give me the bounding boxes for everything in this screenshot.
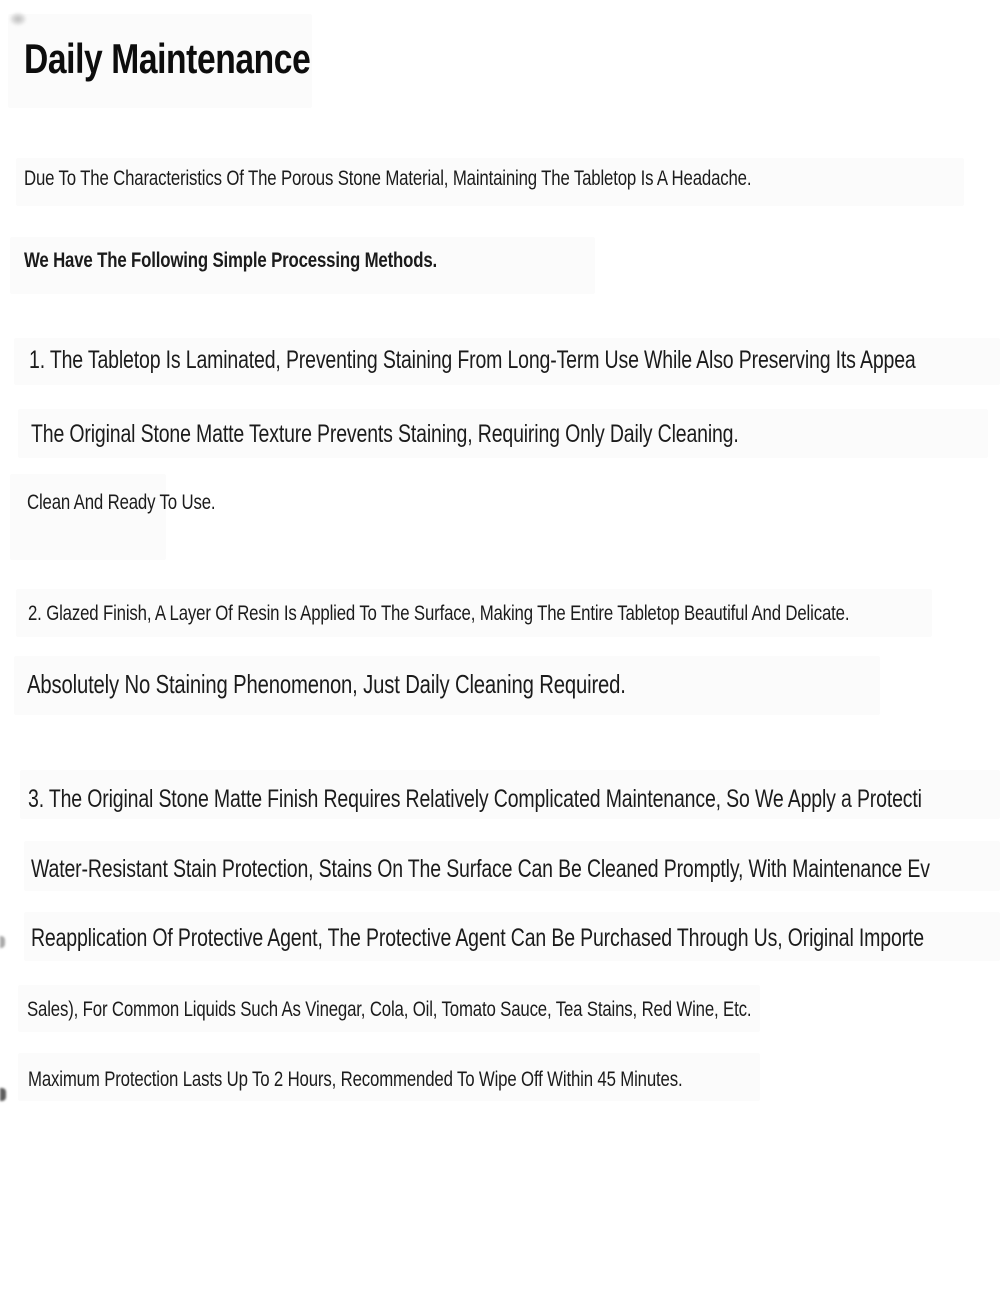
intro-line: Due To The Characteristics Of The Porous Stone Material, Maintaining The Tabletop Is A Headache. bbox=[24, 167, 752, 190]
method-3-detail-line-1: Water-Resistant Stain Protection, Stains On The Surface Can Be Cleaned Promptly, With Maintenance Ev bbox=[31, 855, 930, 883]
method-1-detail-line: The Original Stone Matte Texture Prevents Staining, Requiring Only Daily Cleaning. bbox=[31, 420, 739, 448]
method-3-line: 3. The Original Stone Matte Finish Requires Relatively Complicated Maintenance, So We Apply a Protecti bbox=[28, 785, 922, 813]
edge-artifact-mark bbox=[0, 1088, 6, 1101]
text-highlight-bg bbox=[10, 474, 166, 560]
page-title-text: Daily Maintenance bbox=[24, 35, 311, 82]
method-1-line: 1. The Tabletop Is Laminated, Preventing Staining From Long-Term Use While Also Preserving Its Appea bbox=[29, 346, 916, 374]
method-3-detail-line-3: Sales), For Common Liquids Such As Vinegar, Cola, Oil, Tomato Sauce, Tea Stains, Red Wine, Etc. bbox=[27, 998, 752, 1021]
protection-duration-line: Maximum Protection Lasts Up To 2 Hours, Recommended To Wipe Off Within 45 Minutes. bbox=[28, 1068, 683, 1091]
method-1-note-line: Clean And Ready To Use. bbox=[27, 491, 216, 514]
method-2-detail-line: Absolutely No Staining Phenomenon, Just Daily Cleaning Required. bbox=[27, 669, 626, 699]
method-3-detail-line-2: Reapplication Of Protective Agent, The Protective Agent Can Be Purchased Through Us, Original Importe bbox=[31, 924, 924, 952]
edge-artifact-mark bbox=[0, 936, 5, 948]
methods-heading: We Have The Following Simple Processing Methods. bbox=[24, 249, 438, 272]
watermark-smudge bbox=[9, 12, 27, 26]
method-2-line: 2. Glazed Finish, A Layer Of Resin Is Applied To The Surface, Making The Entire Tabletop Beautiful And Delicate. bbox=[28, 602, 850, 625]
page-title bbox=[24, 35, 382, 82]
